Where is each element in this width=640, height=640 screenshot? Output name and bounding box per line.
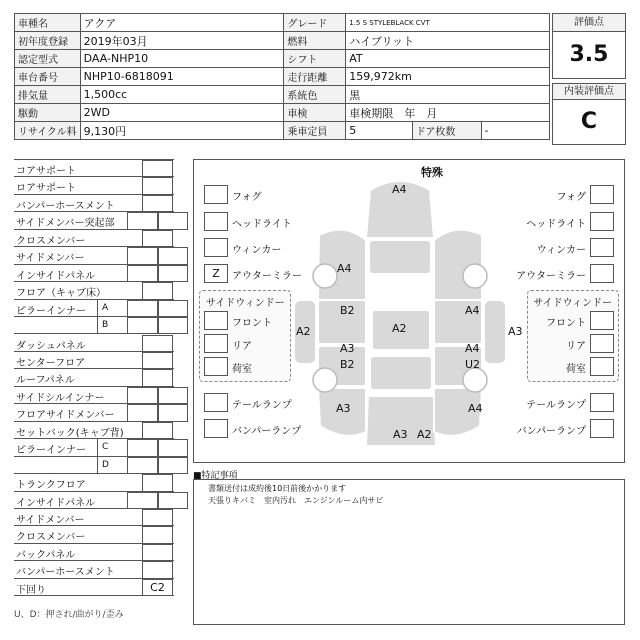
- value-drive: 2WD: [80, 104, 284, 122]
- parts-row-label: ピラーインナー: [16, 445, 86, 457]
- cargo-right-box[interactable]: [590, 357, 614, 376]
- label-capacity: 乗車定員: [284, 122, 346, 140]
- parts-check-box[interactable]: [142, 526, 173, 543]
- pillar-sub-label: D: [102, 459, 109, 470]
- parts-check-box[interactable]: [142, 335, 173, 352]
- value-first-reg: 2019年03月: [80, 32, 284, 50]
- parts-check-box[interactable]: [158, 387, 188, 404]
- label-mileage: 走行距離: [284, 68, 346, 86]
- parts-row-label: コアサポート: [16, 166, 76, 177]
- bumperlamp-left-label: バンパーランプ: [232, 426, 302, 437]
- right-sill-panel: [484, 300, 506, 364]
- value-color: 黒: [346, 86, 550, 104]
- parts-check-box[interactable]: [142, 282, 173, 299]
- label-first-reg: 初年度登録: [15, 32, 81, 50]
- pillar-divider: [97, 439, 98, 474]
- winker-right-label: ウィンカー: [536, 245, 586, 256]
- parts-row-label: サイドメンバー: [16, 515, 85, 526]
- label-chassis: 車台番号: [15, 68, 81, 86]
- parts-check-box[interactable]: [127, 492, 158, 509]
- label-model-code: 認定型式: [15, 50, 81, 68]
- parts-check-box[interactable]: [127, 317, 158, 334]
- value-chassis: NHP10-6818091: [80, 68, 284, 86]
- headlight-right-label: ヘッドライト: [526, 219, 586, 230]
- mark-door-rear-right-2: U2: [465, 358, 481, 371]
- label-color: 系統色: [284, 86, 346, 104]
- parts-check-box[interactable]: [142, 352, 173, 369]
- parts-row-label: バンパーホースメント: [16, 567, 115, 579]
- parts-row-label: バックパネル: [16, 549, 76, 561]
- parts-check-box[interactable]: [158, 439, 188, 456]
- label-grade: グレード: [284, 14, 346, 32]
- eval-score-value: 3.5: [569, 42, 609, 67]
- notes-title: ■特記事項: [193, 471, 238, 481]
- fog-right-box[interactable]: [590, 185, 614, 204]
- mark-roof: A2: [392, 322, 407, 335]
- mark-quarter-right: A4: [468, 402, 483, 415]
- mark-fender-left: A4: [337, 262, 352, 275]
- notes-box: [193, 479, 625, 625]
- value-model-code: DAA-NHP10: [80, 50, 284, 68]
- value-fuel: ハイブリット: [346, 32, 550, 50]
- mark-door-rear-right: A4: [465, 342, 480, 355]
- value-mileage: 159,972km: [346, 68, 550, 86]
- parts-check-box[interactable]: [158, 317, 188, 334]
- mark-rear-bumper-1: A3: [393, 428, 408, 441]
- label-doors: ドア枚数: [412, 122, 481, 140]
- side-rear-left-box[interactable]: [204, 334, 228, 353]
- parts-row-label: ルーフパネル: [16, 375, 75, 387]
- parts-check-box[interactable]: [127, 265, 158, 282]
- parts-row-label: フロア（キャブ床）: [16, 288, 106, 300]
- value-grade: 1.5 S STYLEBLACK CVT: [346, 14, 550, 32]
- parts-check-box[interactable]: [127, 387, 158, 404]
- mark-door-front-right: A4: [465, 304, 480, 317]
- value-inspection: 車検期限 年 月: [346, 104, 550, 122]
- parts-check-box[interactable]: [158, 457, 188, 474]
- mark-rear-bumper-2: A2: [417, 428, 432, 441]
- parts-check-box[interactable]: [142, 561, 173, 578]
- winker-left-box[interactable]: [204, 238, 228, 257]
- label-recycle: リサイクル料: [15, 122, 81, 140]
- mirror-right-box[interactable]: [590, 264, 614, 283]
- parts-row-label: クロスメンバー: [16, 532, 86, 544]
- wheel-front-left: [313, 264, 337, 288]
- parts-row-label: ロアサポート: [16, 183, 76, 195]
- label-displacement: 排気量: [15, 86, 81, 104]
- parts-row-label: サイドシルインナー: [16, 392, 105, 404]
- side-rear-right-box[interactable]: [590, 334, 614, 353]
- diagram-title: 特殊: [421, 166, 443, 179]
- interior-score-label: 内装評価点: [553, 84, 625, 100]
- cargo-left-box[interactable]: [204, 357, 228, 376]
- mark-quarter-left: A3: [336, 402, 351, 415]
- value-car-name: アクア: [80, 14, 284, 32]
- parts-row-label: ダッシュパネル: [16, 340, 86, 352]
- value-doors: -: [481, 122, 550, 140]
- side-front-right-box[interactable]: [590, 311, 614, 330]
- parts-check-box[interactable]: [142, 160, 173, 177]
- parts-row-label: トランクフロア: [16, 480, 86, 492]
- value-capacity: 5: [346, 122, 413, 140]
- cargo-right-label: 荷室: [566, 364, 586, 375]
- wheel-front-right: [463, 264, 487, 288]
- vehicle-info-table: [14, 13, 550, 140]
- parts-row-label: サイドメンバー: [16, 253, 85, 265]
- eval-score-label: 評価点: [553, 14, 625, 32]
- value-displacement: 1,500cc: [80, 86, 284, 104]
- parts-check-box[interactable]: [127, 404, 158, 421]
- parts-check-box[interactable]: [127, 300, 158, 317]
- wheel-rear-left: [313, 368, 337, 392]
- tail-right-box[interactable]: [590, 393, 614, 412]
- parts-row-label: インサイドパネル: [16, 497, 96, 509]
- side-rear-right-label: リア: [566, 341, 586, 352]
- parts-check-box[interactable]: [158, 212, 188, 229]
- label-inspection: 車検: [284, 104, 346, 122]
- parts-check-box[interactable]: [142, 230, 173, 247]
- parts-check-box[interactable]: [158, 265, 188, 282]
- parts-check-box[interactable]: [158, 492, 188, 509]
- headlight-left-box[interactable]: [204, 212, 228, 231]
- car-diagram-panel: [193, 159, 625, 463]
- tail-left-label: テールランプ: [232, 400, 292, 411]
- parts-check-box[interactable]: [142, 509, 173, 526]
- mark-hood: A4: [392, 183, 407, 196]
- winker-right-box[interactable]: [590, 238, 614, 257]
- pillar-divider: [97, 300, 98, 335]
- parts-check-box[interactable]: [142, 422, 173, 439]
- value-shift: AT: [346, 50, 550, 68]
- mark-door-rear-left-2: B2: [340, 358, 355, 371]
- interior-score-value: C: [580, 109, 598, 134]
- mirror-left-box[interactable]: Z: [204, 264, 228, 283]
- pillar-sub-label: C: [102, 442, 109, 453]
- parts-check-box[interactable]: C2: [142, 579, 173, 596]
- parts-row-label: インサイドパネル: [16, 270, 96, 282]
- side-rear-left-label: リア: [232, 341, 252, 352]
- parts-check-box[interactable]: [158, 247, 188, 264]
- parts-check-box[interactable]: [142, 544, 173, 561]
- label-car-name: 車種名: [15, 14, 81, 32]
- wheel-rear-right: [463, 368, 487, 392]
- parts-check-box[interactable]: [127, 439, 158, 456]
- windshield-panel: [369, 240, 431, 274]
- pillar-sub-label: A: [102, 302, 109, 313]
- parts-check-box[interactable]: [158, 300, 188, 317]
- parts-row-label: サイドメンバー突起部: [16, 218, 115, 230]
- side-front-left-label: フロント: [232, 318, 272, 329]
- parts-row-label: フロアサイドメンバー: [16, 410, 115, 422]
- tail-left-box[interactable]: [204, 393, 228, 412]
- side-window-right-title: サイドウィンドー: [533, 298, 612, 309]
- rear-window-panel: [370, 356, 432, 390]
- side-front-left-box[interactable]: [204, 311, 228, 330]
- parts-check-box[interactable]: [142, 177, 173, 194]
- headlight-right-box[interactable]: [590, 212, 614, 231]
- bumperlamp-left-box[interactable]: [204, 419, 228, 438]
- fog-right-label: フォグ: [556, 192, 586, 203]
- side-window-left-title: サイドウィンドー: [206, 298, 285, 309]
- mark-door-rear-left: A3: [340, 342, 355, 355]
- parts-row-label: バンパーホースメント: [16, 200, 115, 212]
- side-front-right-label: フロント: [546, 318, 586, 329]
- mark-door-front-left: B2: [340, 304, 355, 317]
- parts-check-box[interactable]: [127, 212, 158, 229]
- parts-check-box[interactable]: [142, 195, 173, 212]
- notes-line-2: 天張りキバミ 室内汚れ エンジンルーム内サビ: [208, 496, 384, 505]
- mark-body-right: A3: [508, 325, 523, 338]
- headlight-left-label: ヘッドライト: [232, 219, 292, 230]
- fog-left-box[interactable]: [204, 185, 228, 204]
- eval-score-box: [552, 13, 626, 79]
- label-drive: 駆動: [15, 104, 81, 122]
- mirror-left-label: アウターミラー: [232, 271, 302, 282]
- fog-left-label: フォグ: [232, 192, 262, 203]
- bumperlamp-right-box[interactable]: [590, 419, 614, 438]
- parts-row-label: 下回り: [16, 584, 46, 596]
- value-recycle: 9,130円: [80, 122, 284, 140]
- parts-check-box[interactable]: [142, 369, 173, 386]
- label-fuel: 燃料: [284, 32, 346, 50]
- parts-check-box[interactable]: [158, 404, 188, 421]
- tail-right-label: テールランプ: [526, 400, 586, 411]
- pillar-sub-label: B: [102, 320, 109, 331]
- parts-row-label: クロスメンバー: [16, 235, 86, 247]
- notes-line-1: 書類送付は成約後10日前後かかります: [208, 484, 347, 493]
- label-shift: シフト: [284, 50, 346, 68]
- parts-row-label: ピラーインナー: [16, 305, 86, 317]
- winker-left-label: ウィンカー: [232, 245, 282, 256]
- legend-note: U、D：押され/曲がり/歪み: [14, 610, 124, 620]
- parts-check-box[interactable]: [127, 457, 158, 474]
- cargo-left-label: 荷室: [232, 364, 252, 375]
- parts-check-box[interactable]: [142, 474, 173, 491]
- parts-row-label: セットバック(キャブ背): [16, 427, 124, 439]
- mark-body-left: A2: [296, 325, 311, 338]
- parts-row-label: センターフロア: [16, 357, 86, 369]
- bumperlamp-right-label: バンパーランプ: [516, 426, 586, 437]
- parts-check-box[interactable]: [127, 247, 158, 264]
- interior-score-box: [552, 83, 626, 145]
- mirror-right-label: アウターミラー: [516, 271, 586, 282]
